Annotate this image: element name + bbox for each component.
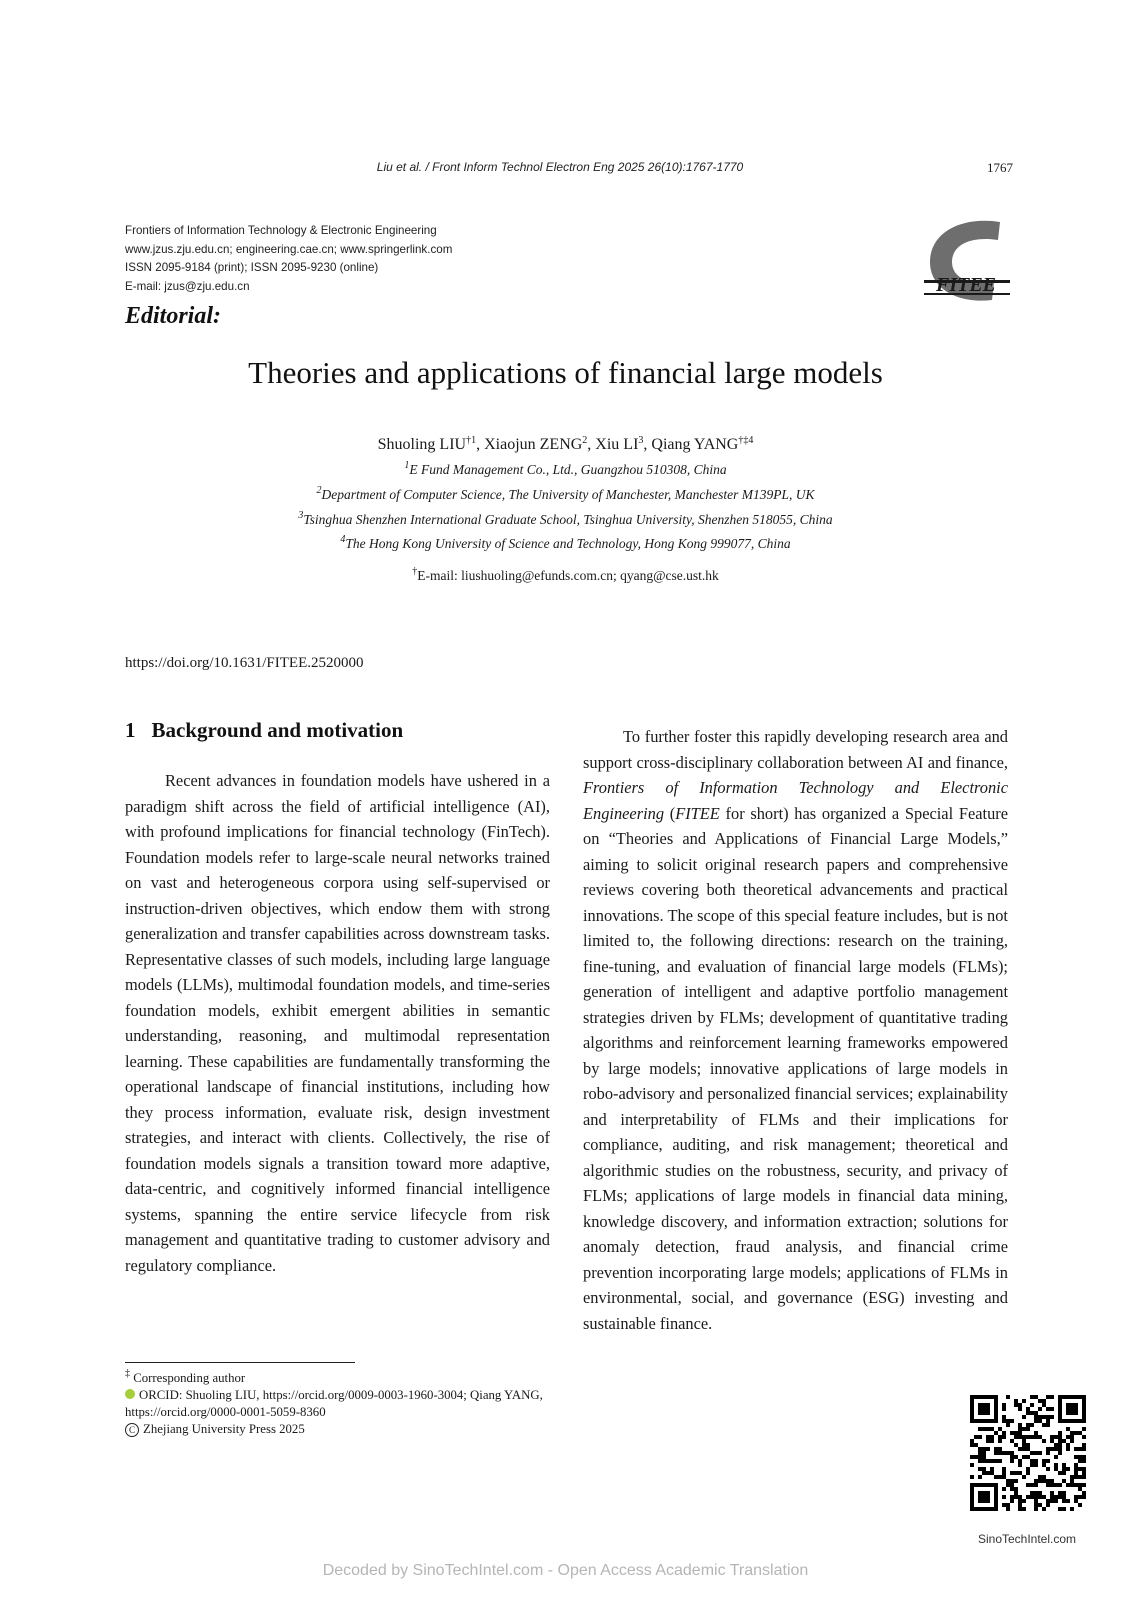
watermark: Decoded by SinoTechIntel.com - Open Access Academic Translation <box>322 1562 809 1579</box>
affiliation-text: E Fund Management Co., Ltd., Guangzhou 510308, China <box>409 462 727 477</box>
journal-abbr-italic: FITEE <box>675 803 720 823</box>
article-title: Theories and applications of financial large models <box>248 355 883 390</box>
article-type: Editorial: <box>125 303 222 329</box>
affiliation <box>0 536 1131 552</box>
paragraph-text: ( <box>664 803 676 823</box>
section-heading <box>125 718 403 743</box>
author-name: Shuoling LIU <box>377 436 467 453</box>
doi-link[interactable]: https://doi.org/10.1631/FITEE.2520000 <box>125 655 364 671</box>
qr-label[interactable]: SinoTechIntel.com <box>977 1532 1077 1546</box>
section-title: Background and motivation <box>151 718 404 742</box>
footnote-text: Zhejiang University Press 2025 <box>143 1422 305 1436</box>
author-mark: †‡4 <box>738 435 754 446</box>
email-text[interactable]: E-mail: liushuoling@efunds.com.cn; qyang@cse.ust.hk <box>417 568 719 583</box>
footnotes <box>125 1370 565 1438</box>
footnote-corresponding <box>125 1370 565 1387</box>
affiliation-text: The Hong Kong University of Science and Technology, Hong Kong 999077, China <box>345 536 791 551</box>
page-number: 1767 <box>987 160 1013 175</box>
affiliation <box>0 462 1131 478</box>
author-mark: †1 <box>466 435 477 446</box>
section-number: 1 <box>125 718 136 742</box>
paragraph-text: for short) has organized a Special Feature on “Theories and Applications of Financial Large Models,” aiming to solicit original research papers and comprehensive reviews covering both theoretical advancements and practical innovations. The scope of this special feature includes, but is not limited to, the following directions: research on the training, fine-tuning, and evaluation of financial large models (FLMs); generation of intelligent and adaptive portfolio management strategies driven by FLMs; development of quantitative trading algorithms and reinforcement learning frameworks empowered by large models; innovative applications of large models in robo-advisory and personalized financial services; explainability and interpretability of FLMs and their implications for compliance, auditing, and risk management; theoretical and algorithmic studies on the robustness, security, and privacy of FLMs; applications of large models in financial data mining, knowledge discovery, and information extraction; solutions for anomaly detection, fraud analysis, and financial crime prevention incorporating large models; applications of FLMs in environmental, social, and governance (ESG) investing and sustainable finance. <box>583 803 1008 1333</box>
footnote-orcid[interactable] <box>125 1387 565 1421</box>
footnote-copyright <box>125 1421 565 1438</box>
affiliation-mark: 3 <box>298 510 304 521</box>
qr-code[interactable] <box>970 1395 1086 1511</box>
journal-info <box>125 222 452 296</box>
footnote-rule <box>125 1362 355 1363</box>
affiliation-mark: 4 <box>340 534 346 545</box>
orcid-icon <box>125 1389 135 1399</box>
fitee-logo-text: FITEE <box>935 274 997 296</box>
footnote-text: Corresponding author <box>133 1371 246 1385</box>
affiliation-text: Tsinghua Shenzhen International Graduate School, Tsinghua University, Shenzhen 518055, China <box>303 512 833 527</box>
journal-issn: ISSN 2095-9184 (print); ISSN 2095-9230 (online) <box>125 261 379 274</box>
footnote-text[interactable]: ORCID: Shuoling LIU, https://orcid.org/0009-0003-1960-3004; Qiang YANG, https://orcid.org/0000-0001-5059-8360 <box>125 1388 543 1419</box>
author-name: Xiaojun ZENG <box>484 436 583 453</box>
paragraph-text: To further foster this rapidly developing research area and support cross-disciplinary collaboration between AI and finance, <box>583 727 1008 772</box>
author-mark: 2 <box>582 435 588 446</box>
journal-urls[interactable]: www.jzus.zju.edu.cn; engineering.cae.cn; www.springerlink.com <box>125 242 453 256</box>
author-mark: 3 <box>638 435 644 446</box>
running-head: Liu et al. / Front Inform Technol Electron Eng 2025 26(10):1767-1770 <box>376 160 744 174</box>
footnote-mark: ‡ <box>125 1368 130 1379</box>
affiliation <box>0 512 1131 528</box>
affiliation-mark: 2 <box>316 485 322 496</box>
body-paragraph-right <box>583 724 1008 1336</box>
journal-name-italic: Frontiers of Information Technology and Electronic Engineering <box>583 778 1008 823</box>
journal-name: Frontiers of Information Technology & Electronic Engineering <box>125 224 437 237</box>
copyright-icon: C <box>125 1423 139 1437</box>
email-mark: † <box>412 566 418 577</box>
author-email[interactable] <box>0 568 1131 584</box>
affiliation-mark: 1 <box>404 460 410 471</box>
affiliation <box>0 487 1131 503</box>
affiliation-text: Department of Computer Science, The University of Manchester, Manchester M139PL, UK <box>321 487 815 502</box>
author-list: Shuoling LIU$^{\dagger 1}$, Xiaojun ZENG$^2$, Xiu $LI^3$, Qiang YANG$^{\dagger\ddagger 4}$ <box>377 435 754 453</box>
body-paragraph-left: Recent advances in foundation models have ushered in a paradigm shift across the field of artificial intelligence (AI), with profound implications for financial technology (FinTech). Foundation models refer to large-scale neural networks trained on vast and heterogeneous corpora using self-supervised or instruction-driven objectives, which endow them with strong generalization and transfer capabilities across downstream tasks. Representative classes of such models, including large language models (LLMs), multimodal foundation models, and time-series foundation models, exhibit emergent abilities in semantic understanding, reasoning, and multimodal representation learning. These capabilities are fundamentally transforming the operational landscape of financial institutions, including how they process information, evaluate risk, design investment strategies, and interact with clients. Collectively, the rise of foundation models signals a transition toward more adaptive, data-centric, and cognitively informed financial intelligence systems, spanning the entire service lifecycle from risk management and quantitative trading to customer advisory and regulatory compliance. <box>125 771 550 1275</box>
journal-email[interactable]: E-mail: jzus@zju.edu.cn <box>125 279 250 293</box>
author-name: Xiu LI <box>595 436 639 453</box>
author-name: Qiang YANG <box>651 436 739 453</box>
fitee-logo <box>922 218 1012 306</box>
